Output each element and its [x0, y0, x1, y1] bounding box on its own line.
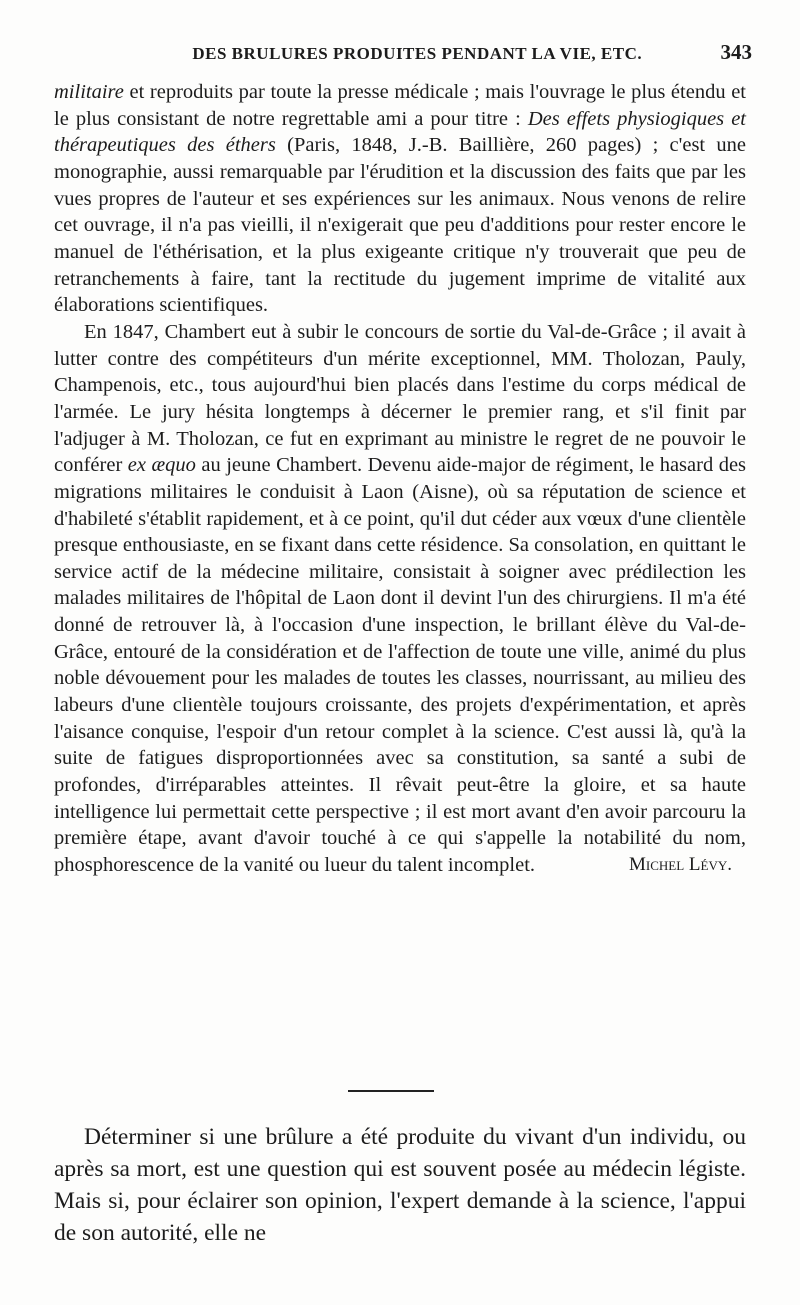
running-title: DES BRULURES PRODUITES PENDANT LA VIE, ETC. — [192, 44, 643, 63]
running-head — [54, 40, 752, 74]
section-divider — [348, 1090, 434, 1092]
paragraph-chambert-part1: En 1847, Chambert eut à subir le concours de sortie du Val-de-Grâce ; il avait à lutter contre des compétiteurs d'un mérite exceptionnel, MM. Tholozan, Pauly, Champenois, etc., tous aujourd'hui bien placés dans l'estime du corps médical de l'armée. Le jury hésita longtemps à décerner le premier rang, et s'il finit par l'adjuger à M. Tholozan, ce fut en exprimant au ministre le regret de ne pouvoir le conférer — [54, 320, 746, 477]
page-number: 343 — [720, 40, 752, 64]
paragraph-chambert — [54, 319, 746, 879]
paragraph-ouvrage — [54, 79, 746, 319]
latin-phrase: ex æquo — [127, 454, 196, 477]
next-section — [54, 1121, 746, 1249]
author-signature: Michel Lévy. — [629, 854, 732, 876]
next-section-paragraph: Déterminer si une brûlure a été produite du vivant d'un individu, ou après sa mort, est une question qui est souvent posée au médecin légiste. Mais si, pour éclairer son opinion, l'expert demande à la science, l'appui de son autorité, elle ne — [54, 1124, 746, 1246]
paragraph-ouvrage-part1: militaire — [54, 81, 124, 103]
paragraph-chambert-part3: au jeune Chambert. Devenu aide-major de régiment, le hasard des migrations militaires le conduisit à Laon (Aisne), où sa réputation de science et d'habileté s'établit rapidement, et à ce point, qu'il dut céder aux vœux d'une clientèle presque enthousiaste, en se fixant dans cette résidence. Sa consolation, en quittant le service actif de la médecine militaire, consistait à soigner avec prédilection les malades militaires de l'hôpital de Laon dont il devint l'un des chirurgiens. Il m'a été donné de retrouver là, à l'occasion d'une inspection, le brillant élève du Val-de-Grâce, entouré de la considération et de l'affection de toute une ville, animé du plus noble dévouement pour les malades de toutes les classes, nourrissant, au milieu des labeurs d'une clientèle toujours croissante, des projets d'expérimentation, et après l'aisance conquise, l'espoir d'un retour complet à la science. C'est aussi là, qu'à la suite de fatigues disproportionnées avec sa constitution, sa santé a subi de profondes, d'irréparables atteintes. Il rêvait peut-être la gloire, et sa haute intelligence lui permettait cette perspective ; il est mort avant d'en avoir parcouru la première étape, avant d'avoir touché à ce qui s'appelle la notabilité du nom, phosphorescence de la vanité ou lueur du talent incomplet. — [54, 454, 747, 877]
paragraph-ouvrage-part4: (Paris, 1848, J.-B. Baillière, 260 pages) ; c'est une monographie, aussi remarquable par l'érudition et la discussion des faits que par les vues propres de l'auteur et ses expériences sur les animaux. Nous venons de relire cet ouvrage, il n'a pas vieilli, il n'exigerait que peu d'additions pour rester encore le manuel de l'éthérisation, et la plus exigeante critique n'y trouverait que peu de retranchements à faire, tant la rectitude du jugement imprime de vitalité aux élaborations scientifiques. — [54, 134, 747, 317]
paragraph-ouvrage-part2: et reproduits par toute la presse médicale ; mais l'ouvrage le plus étendu et le plus consistant de notre regrettable ami a pour titre : — [54, 81, 746, 130]
obituary-text — [54, 79, 746, 879]
book-title: Des effets physiogiques et thérapeutiques des éthers — [54, 107, 747, 157]
